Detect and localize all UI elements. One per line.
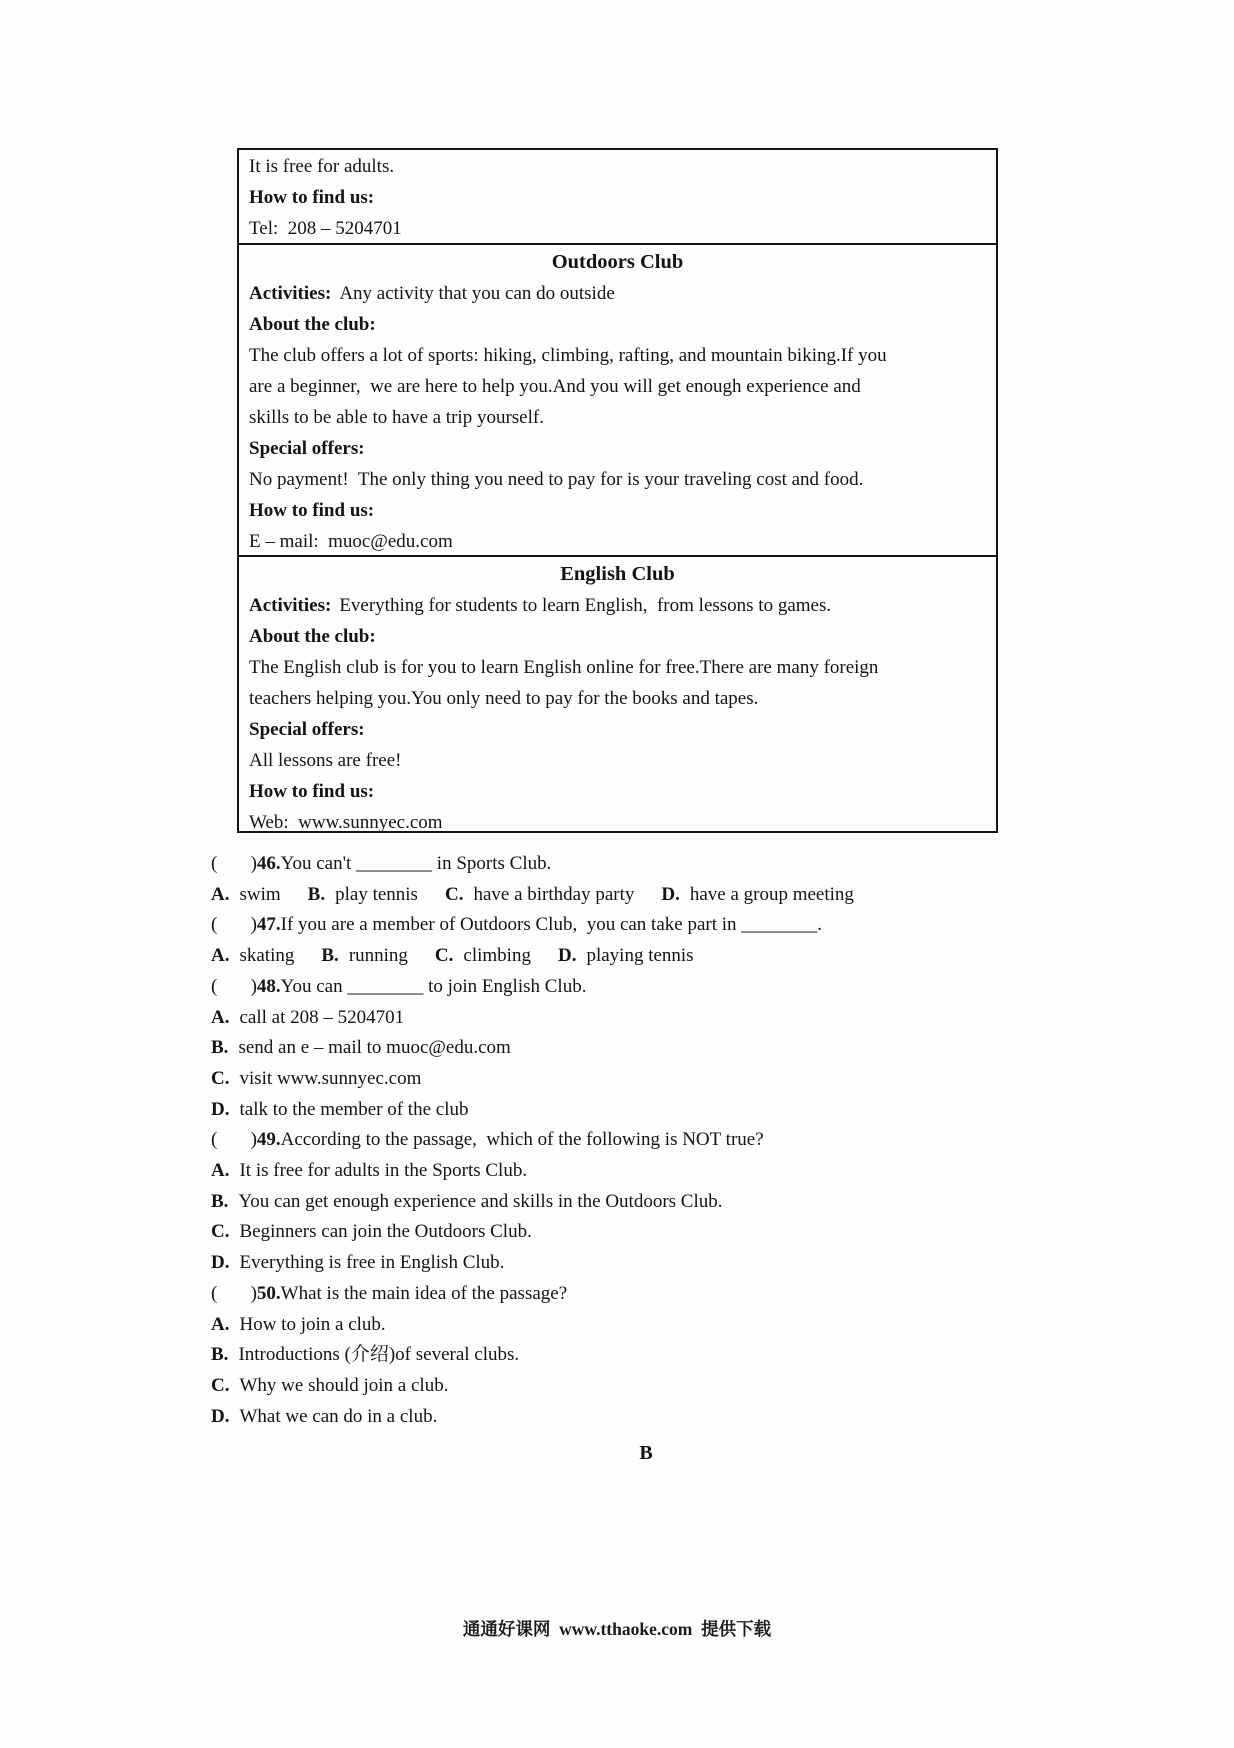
activities-text: Everything for students to learn English, from lessons to games.: [339, 595, 832, 616]
english-club-title: English Club: [560, 563, 675, 585]
option-b: [308, 884, 418, 905]
option-text: call at 208 – 5204701: [239, 1006, 405, 1028]
option-letter: C.: [211, 1221, 230, 1243]
question-50-option-c: [211, 1371, 1111, 1402]
outdoors-email-line: E – mail: muoc@edu.com: [249, 531, 453, 552]
option-letter: A.: [211, 1313, 230, 1335]
question-number: 48.: [256, 975, 281, 997]
sports-find-label: How to find us:: [249, 187, 375, 208]
option-letter: D.: [557, 945, 577, 967]
answer-paren: ( ): [211, 975, 257, 997]
option-a: [211, 884, 281, 905]
sports-free-line: It is free for adults.: [249, 156, 395, 177]
question-50-option-a: [211, 1310, 1111, 1341]
english-find-label: How to find us:: [249, 781, 375, 802]
outdoors-special-text: No payment! The only thing you need to pay for is your traveling cost and food.: [249, 469, 864, 490]
option-letter: A.: [211, 1160, 230, 1182]
option-text: What we can do in a club.: [239, 1405, 438, 1427]
option-letter: B.: [321, 945, 339, 967]
activities-text: Any activity that you can do outside: [339, 283, 615, 304]
question-number: 47.: [256, 914, 281, 936]
option-text: You can get enough experience and skills in the Outdoors Club.: [238, 1190, 723, 1212]
option-text: playing tennis: [586, 945, 694, 967]
option-c: [445, 884, 634, 905]
answer-paren: ( ): [211, 1129, 257, 1151]
option-letter: B.: [211, 1037, 229, 1059]
question-49-option-a: [211, 1156, 1111, 1187]
outdoors-special-label: Special offers:: [249, 438, 365, 459]
question-48-stem: [211, 972, 1111, 1003]
option-text: visit www.sunnyec.com: [239, 1067, 422, 1089]
option-letter: D.: [211, 1405, 230, 1427]
option-letter: A.: [211, 945, 230, 967]
answer-paren: ( ): [211, 914, 257, 936]
option-c: [435, 945, 531, 966]
clubs-table: [237, 148, 998, 833]
option-text: How to join a club.: [239, 1313, 386, 1335]
outdoors-about-line-1: The club offers a lot of sports: hiking, climbing, rafting, and mountain biking.If you: [249, 345, 887, 366]
option-text: Beginners can join the Outdoors Club.: [239, 1221, 532, 1243]
option-d: [558, 945, 694, 966]
option-text: climbing: [463, 945, 531, 967]
english-about-line-1: The English club is for you to learn English online for free.There are many foreign: [249, 657, 879, 678]
option-text: talk to the member of the club: [239, 1098, 469, 1120]
option-d: [661, 884, 854, 905]
english-about-label: About the club:: [249, 626, 376, 647]
option-b: [321, 945, 408, 966]
option-letter: D.: [211, 1252, 230, 1274]
question-47-stem: [211, 910, 1111, 941]
activities-label: Activities:: [249, 283, 332, 304]
option-text: Why we should join a club.: [239, 1374, 449, 1396]
question-46-stem: [211, 849, 1111, 880]
english-web-line: Web: www.sunnyec.com: [249, 812, 443, 831]
sports-club-box: [239, 150, 996, 243]
questions-section: [211, 849, 1111, 1469]
activities-label: Activities:: [249, 595, 332, 616]
english-activities-line: [239, 590, 996, 621]
option-letter: D.: [661, 883, 680, 905]
question-47-options: [211, 941, 1111, 972]
option-letter: B.: [211, 1190, 229, 1212]
outdoors-club-box: [239, 243, 996, 555]
option-a: [211, 945, 294, 966]
question-49-stem: [211, 1125, 1111, 1156]
question-text: What is the main idea of the passage?: [280, 1282, 568, 1304]
option-text: Introductions (介绍)of several clubs.: [238, 1344, 520, 1366]
question-text: You can't ________ in Sports Club.: [280, 853, 552, 874]
option-letter: A.: [211, 1006, 230, 1028]
outdoors-club-title: Outdoors Club: [551, 251, 684, 273]
option-text: running: [348, 945, 408, 967]
option-letter: C.: [211, 1067, 230, 1089]
question-46-options: [211, 880, 1111, 911]
english-special-label: Special offers:: [249, 719, 365, 740]
question-49-option-d: [211, 1248, 1111, 1279]
english-special-text: All lessons are free!: [249, 750, 402, 771]
question-text: You can ________ to join English Club.: [280, 975, 587, 997]
question-49-option-c: [211, 1217, 1111, 1248]
option-letter: C.: [444, 883, 464, 905]
outdoors-about-label: About the club:: [249, 314, 376, 335]
english-club-box: [239, 555, 996, 831]
option-text: play tennis: [335, 883, 418, 905]
answer-paren: ( ): [211, 1282, 257, 1304]
question-number: 50.: [256, 1282, 281, 1304]
question-48-option-c: [211, 1064, 1111, 1095]
option-text: swim: [239, 883, 281, 905]
question-50-stem: [211, 1279, 1111, 1310]
question-49-option-b: [211, 1187, 1111, 1218]
option-text: have a group meeting: [689, 883, 854, 905]
question-48-option-d: [211, 1095, 1111, 1126]
option-text: skating: [239, 945, 295, 967]
question-48-option-a: [211, 1003, 1111, 1034]
option-letter: C.: [211, 1374, 230, 1396]
question-number: 49.: [256, 1129, 281, 1151]
option-text: have a birthday party: [473, 883, 635, 905]
option-letter: B.: [307, 883, 326, 905]
outdoors-about-line-2: are a beginner, we are here to help you.And you will get enough experience and: [249, 376, 861, 397]
question-text: If you are a member of Outdoors Club, you can take part in ________.: [280, 914, 823, 936]
sports-tel-line: Tel: 208 – 5204701: [249, 218, 402, 239]
option-text: send an e – mail to muoc@edu.com: [238, 1037, 511, 1059]
option-text: Everything is free in English Club.: [239, 1252, 505, 1274]
question-50-option-b: [211, 1340, 1111, 1371]
question-48-option-b: [211, 1033, 1111, 1064]
option-letter: B.: [211, 1344, 229, 1366]
option-letter: C.: [434, 945, 454, 967]
outdoors-find-label: How to find us:: [249, 500, 375, 521]
outdoors-about-line-3: skills to be able to have a trip yourself.: [249, 407, 544, 428]
answer-paren: ( ): [211, 853, 257, 874]
question-50-option-d: [211, 1402, 1111, 1433]
option-text: It is free for adults in the Sports Club.: [239, 1160, 528, 1182]
question-number: 46.: [256, 853, 281, 874]
site-footer: 通通好课网 www.tthaoke.com 提供下载: [462, 1619, 772, 1639]
outdoors-activities-line: [239, 278, 996, 309]
option-letter: A.: [211, 883, 230, 905]
section-b-heading: B: [639, 1442, 653, 1465]
question-text: According to the passage, which of the following is NOT true?: [280, 1129, 764, 1151]
english-about-line-2: teachers helping you.You only need to pay for the books and tapes.: [249, 688, 759, 709]
option-letter: D.: [211, 1098, 230, 1120]
